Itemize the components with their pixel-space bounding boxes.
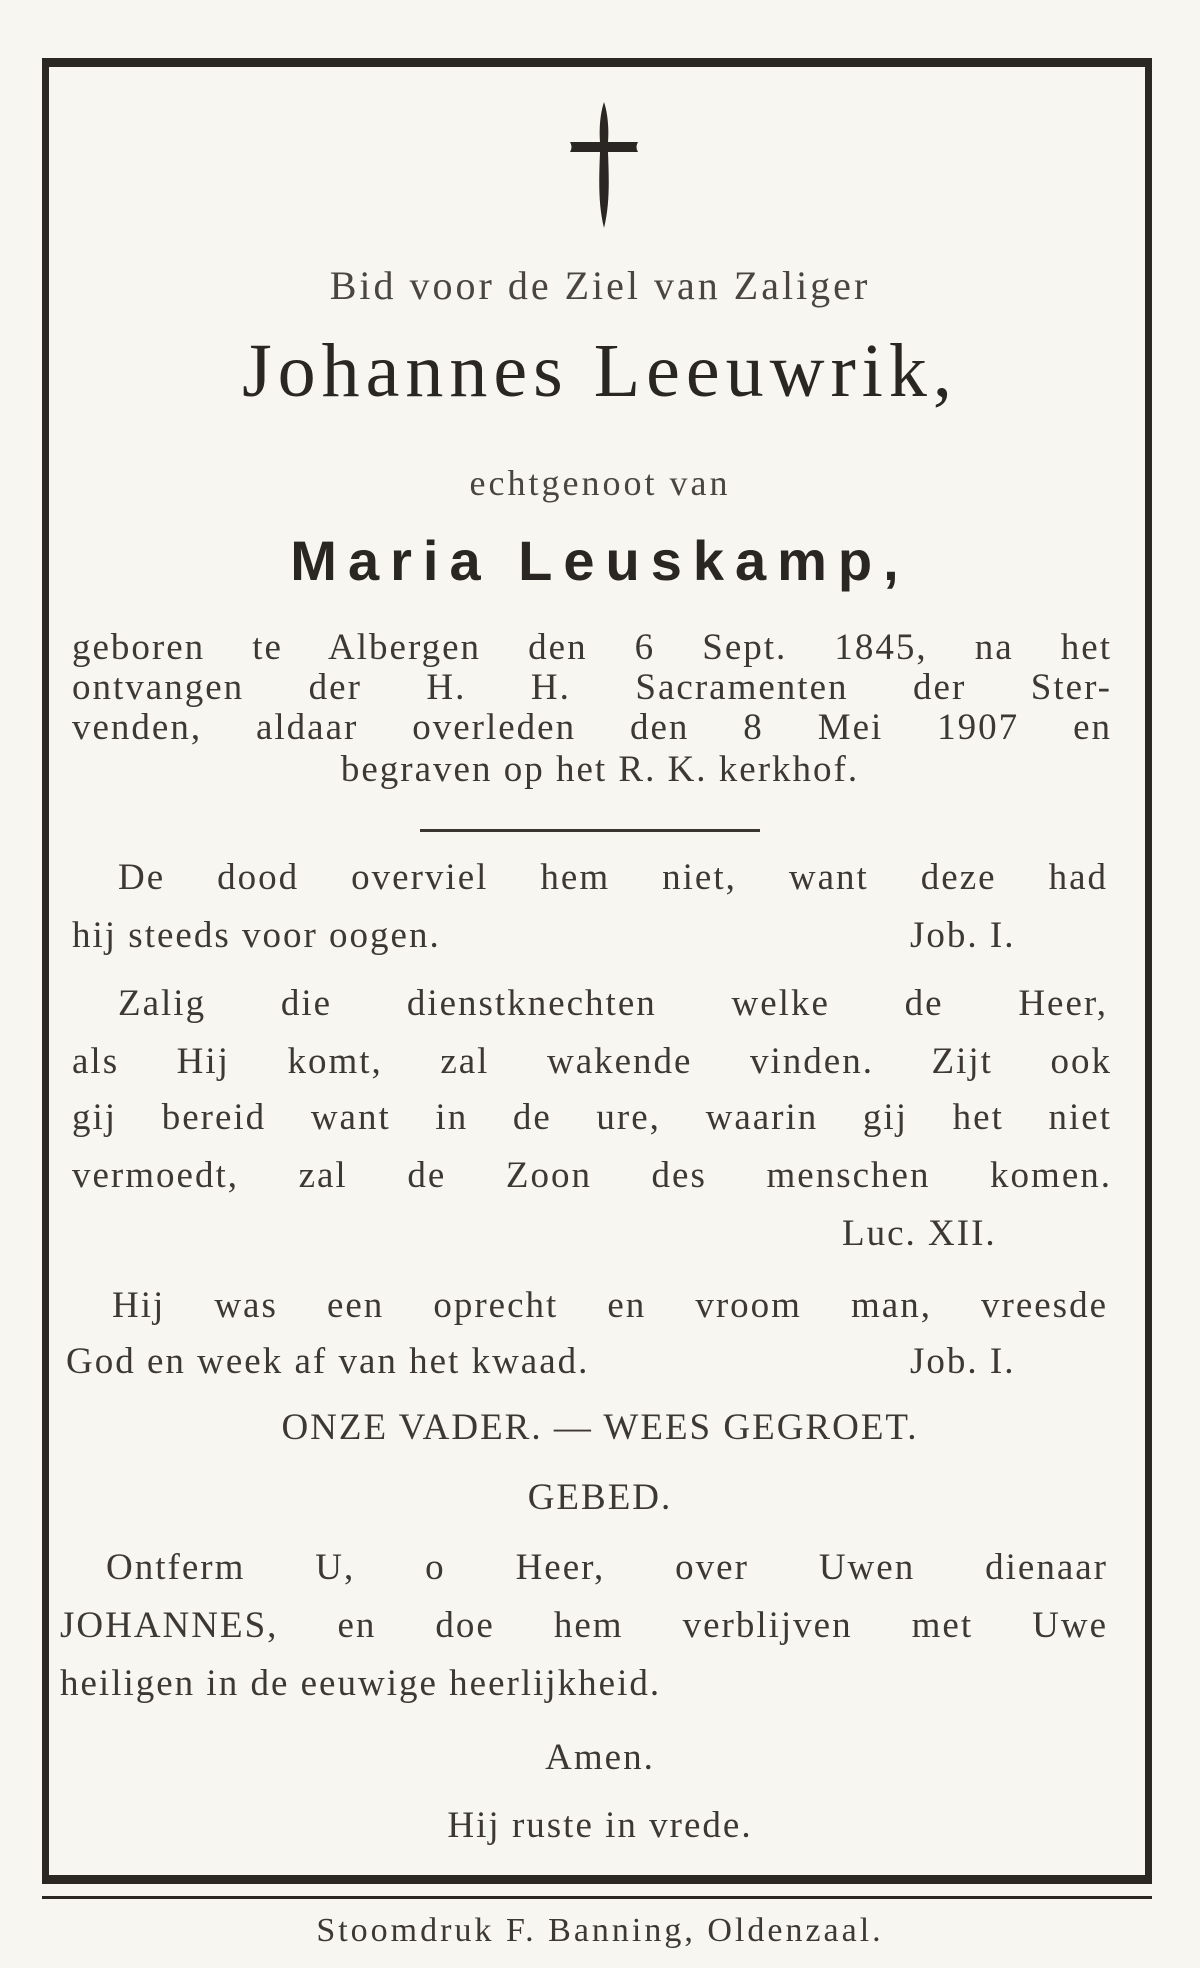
prayer-line: JOHANNES, en doe hem verblijven met Uwe [60,1605,1108,1646]
verse-line: gij bereid want in de ure, waarin gij het niet [72,1097,1112,1138]
section-divider [420,829,760,832]
verse-line: hij steeds voor oogen. [72,915,441,956]
intro-text: Bid voor de Ziel van Zaliger [329,263,871,308]
amen-text: Amen. [545,1737,655,1778]
spouse-label: echtgenoot van [469,463,731,503]
biography-line: begraven op het R. K. kerkhof. [340,749,860,790]
printer-imprint: Stoomdruk F. Banning, Oldenzaal. [316,1912,884,1949]
biography-line: venden, aldaar overleden den 8 Mei 1907 en [72,707,1112,748]
biography-line: ontvangen der H. H. Sacramenten der Ster- [72,667,1112,708]
verse-reference: Job. I. [910,915,1016,956]
footer-divider [42,1896,1152,1899]
biography-line: geboren te Albergen den 6 Sept. 1845, na het [72,627,1112,668]
verse-line: God en week af van het kwaad. [66,1341,590,1382]
verse-line: De dood overviel hem niet, want deze had [118,857,1108,898]
verse-line: vermoedt, zal de Zoon des menschen komen. [72,1155,1112,1196]
verse-line: Hij was een oprecht en vroom man, vreesde [112,1285,1108,1326]
verse-reference: Job. I. [910,1341,1016,1382]
verse-line: Zalig die dienstknechten welke de Heer, [118,983,1108,1024]
prayers-line: ONZE VADER. — WEES GEGROET. [281,1407,919,1448]
spouse-name: Maria Leuskamp, [290,529,910,592]
prayer-title: GEBED. [527,1477,673,1518]
closing-text: Hij ruste in vrede. [447,1805,753,1846]
cross-icon [564,100,644,230]
prayer-line: Ontferm U, o Heer, over Uwen dienaar [106,1547,1108,1588]
prayer-line: heiligen in de eeuwige heerlijkheid. [60,1663,662,1704]
verse-reference: Luc. XII. [842,1213,997,1254]
deceased-name: Johannes Leeuwrik, [242,329,958,413]
verse-line: als Hij komt, zal wakende vinden. Zijt ook [72,1041,1112,1082]
